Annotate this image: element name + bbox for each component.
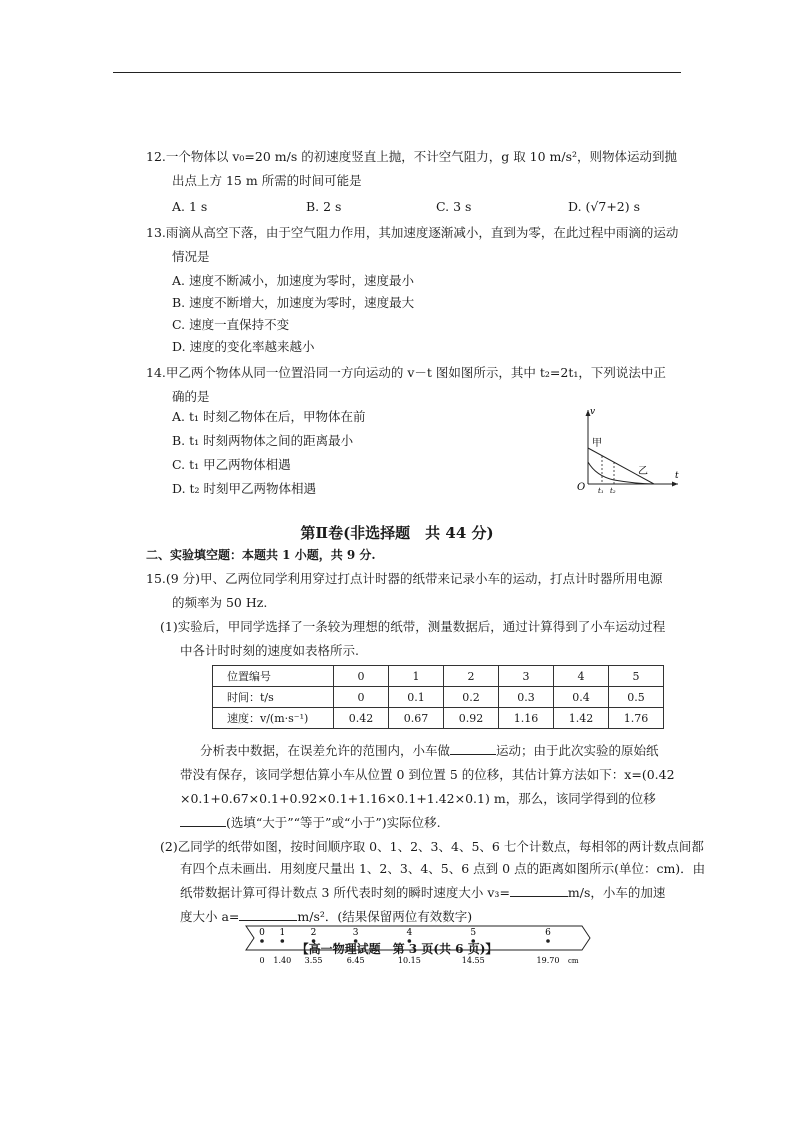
q14-option-c: C. t₁ 甲乙两物体相遇 bbox=[172, 457, 291, 472]
q14-option-a: A. t₁ 时刻乙物体在后，甲物体在前 bbox=[172, 409, 366, 424]
tape-point-label: 4 bbox=[406, 928, 413, 938]
table-cell: 0 bbox=[334, 666, 389, 687]
yi-label: 乙 bbox=[638, 466, 648, 477]
table-cell: 0.4 bbox=[554, 687, 609, 708]
q15-part1-line1: (1)实验后，甲同学选择了一条较为理想的纸带，测量数据后，通过计算得到了小车运动过程 bbox=[160, 619, 666, 634]
q15-analysis-line2: 带没有保存，该同学想估算小车从位置 0 到位置 5 的位移，其估计算方法如下：x=(0.42 bbox=[180, 767, 675, 782]
table-cell: 3 bbox=[499, 666, 554, 687]
q15-stem-line1: 15.(9 分)甲、乙两位同学利用穿过打点计时器的纸带来记录小车的运动，打点计时器所用电源 bbox=[146, 571, 663, 586]
table-row bbox=[213, 666, 664, 687]
q15-part2-line2: 有四个点未画出．用刻度尺量出 1、2、3、4、5、6 点到 0 点的距离如图所示(单位：cm)．由 bbox=[180, 861, 706, 876]
tape-distance-label: 19.70 bbox=[536, 956, 560, 965]
table-cell: 0.3 bbox=[499, 687, 554, 708]
q12-option-d: D. (√7+2) s bbox=[568, 199, 641, 214]
q13-stem-line2: 情况是 bbox=[172, 249, 210, 264]
table-cell: 0.67 bbox=[389, 708, 444, 729]
vt-graph bbox=[574, 404, 684, 494]
table-row bbox=[213, 708, 664, 729]
section-title: 第Ⅱ卷(非选择题 共 44 分) bbox=[300, 524, 494, 542]
page-footer: 【高一物理试题 第 3 页(共 6 页)】 bbox=[296, 942, 498, 956]
jia-label: 甲 bbox=[592, 438, 602, 449]
tape-unit-label: cm bbox=[568, 957, 579, 965]
table-cell: 1.42 bbox=[554, 708, 609, 729]
table-cell: 0 bbox=[334, 687, 389, 708]
q15-analysis-line3: ×0.1+0.67×0.1+0.92×0.1+1.16×0.1+1.42×0.1) m，那么，该同学得到的位移 bbox=[180, 791, 656, 806]
table-cell: 4 bbox=[554, 666, 609, 687]
q14-stem-line2: 确的是 bbox=[172, 389, 210, 404]
tape-distance-label: 3.55 bbox=[304, 956, 323, 965]
t-label: t bbox=[675, 471, 679, 481]
q15-stem-line2: 的频率为 50 Hz. bbox=[172, 595, 268, 610]
table-cell: 1.76 bbox=[609, 708, 664, 729]
q15-part2-text: 度大小 a= bbox=[180, 909, 240, 924]
q12-option-b: B. 2 s bbox=[306, 199, 342, 214]
table-cell: 1 bbox=[389, 666, 444, 687]
q15-analysis-line4 bbox=[180, 812, 441, 834]
q13-option-b: B. 速度不断增大，加速度为零时，速度最大 bbox=[172, 295, 415, 310]
table-cell: 速度：v/(m·s⁻¹) bbox=[213, 708, 334, 729]
q14-stem-line1: 14.甲乙两个物体从同一位置沿同一方向运动的 v－t 图如图所示，其中 t₂=2t₁，下列说法中正 bbox=[146, 365, 666, 380]
table-cell: 2 bbox=[444, 666, 499, 687]
q15-analysis-text: (选填“大于”“等于”或“小于”)实际位移. bbox=[226, 815, 441, 830]
t-axis-arrow bbox=[672, 482, 678, 487]
q15-part2-text: m/s²．(结果保留两位有效数字) bbox=[297, 909, 473, 924]
header-rule bbox=[113, 72, 681, 73]
tape-point-label: 2 bbox=[310, 928, 317, 938]
q15-analysis-text: 运动；由于此次实验的原始纸 bbox=[496, 743, 659, 758]
tape-point-label: 0 bbox=[259, 928, 265, 938]
motion-type-blank[interactable] bbox=[450, 742, 496, 755]
tape-distance-label: 6.45 bbox=[346, 956, 365, 965]
q12-stem-line2: 出点上方 15 m 所需的时间可能是 bbox=[172, 173, 362, 188]
q15-part1-line2: 中各计时时刻的速度如表格所示. bbox=[180, 643, 359, 658]
table-cell: 0.1 bbox=[389, 687, 444, 708]
table-row bbox=[213, 687, 664, 708]
velocity-table bbox=[212, 665, 664, 729]
tape-distance-label: 14.55 bbox=[461, 956, 485, 965]
tape-distance-label: 10.15 bbox=[397, 956, 421, 965]
q15-part2-text: m/s，小车的加速 bbox=[567, 885, 666, 900]
tape-point-label: 3 bbox=[352, 928, 359, 938]
q15-part2-text: 纸带数据计算可得计数点 3 所代表时刻的瞬时速度大小 v₃= bbox=[180, 885, 510, 900]
section-subtitle: 二、实验填空题：本题共 1 小题，共 9 分. bbox=[146, 548, 376, 562]
table-cell: 5 bbox=[609, 666, 664, 687]
q15-part2-line3 bbox=[180, 882, 665, 904]
q15-analysis-text: 分析表中数据，在误差允许的范围内，小车做 bbox=[200, 743, 451, 758]
table-cell: 1.16 bbox=[499, 708, 554, 729]
q13-option-a: A. 速度不断减小，加速度为零时，速度最小 bbox=[172, 273, 414, 288]
v-label: v bbox=[590, 407, 596, 417]
tape-point-label: 5 bbox=[470, 928, 477, 938]
table-cell: 0.42 bbox=[334, 708, 389, 729]
q12-option-a: A. 1 s bbox=[172, 199, 208, 214]
q14-option-d: D. t₂ 时刻甲乙两物体相遇 bbox=[172, 481, 317, 496]
t2-label: t₂ bbox=[610, 487, 616, 494]
q13-option-d: D. 速度的变化率越来越小 bbox=[172, 339, 315, 354]
q15-part2-line1: (2)乙同学的纸带如图，按时间顺序取 0、1、2、3、4、5、6 七个计数点，每相邻的两计数点间都 bbox=[160, 839, 704, 854]
q12-option-c: C. 3 s bbox=[436, 199, 472, 214]
tape-point-label: 6 bbox=[545, 928, 551, 938]
q12-stem-line1: 12.一个物体以 v₀=20 m/s 的初速度竖直上抛，不计空气阻力，g 取 10 m/s²，则物体运动到抛 bbox=[146, 149, 678, 164]
table-cell: 0.2 bbox=[444, 687, 499, 708]
q13-option-c: C. 速度一直保持不变 bbox=[172, 317, 290, 332]
table-cell: 位置编号 bbox=[213, 666, 334, 687]
comparison-blank[interactable] bbox=[180, 814, 226, 827]
table-cell: 时间：t/s bbox=[213, 687, 334, 708]
tape-distance-label: 0 bbox=[259, 956, 265, 965]
origin-label: O bbox=[577, 482, 586, 493]
tape-point-label: 1 bbox=[279, 928, 286, 938]
v3-blank[interactable] bbox=[510, 884, 568, 897]
q13-stem-line1: 13.雨滴从高空下落，由于空气阻力作用，其加速度逐渐减小，直到为零，在此过程中雨滴的运动 bbox=[146, 225, 679, 240]
q15-analysis-line1 bbox=[200, 740, 659, 762]
table-cell: 0.92 bbox=[444, 708, 499, 729]
tape-distance-label: 1.40 bbox=[273, 956, 292, 965]
q14-option-b: B. t₁ 时刻两物体之间的距离最小 bbox=[172, 433, 354, 448]
t1-label: t₁ bbox=[598, 487, 604, 494]
table-cell: 0.5 bbox=[609, 687, 664, 708]
